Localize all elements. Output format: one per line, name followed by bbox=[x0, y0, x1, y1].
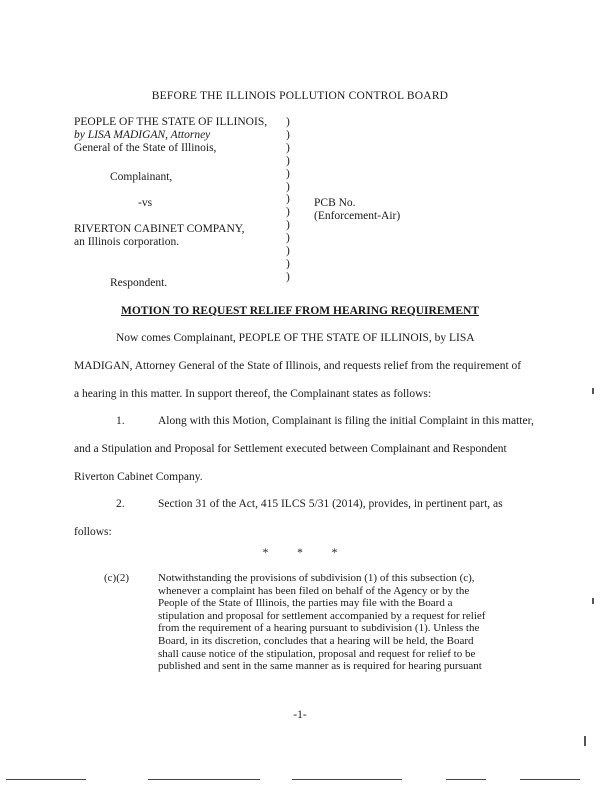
paragraph-2-line-2: follows: bbox=[74, 526, 112, 538]
quoted-statute bbox=[158, 572, 528, 673]
quote-line: published and sent in the same manner as is required for hearing pursuant bbox=[158, 660, 482, 673]
caption-paren: ) bbox=[286, 219, 290, 232]
ellipsis-stars: * * * bbox=[262, 547, 338, 559]
caption-paren: ) bbox=[286, 128, 290, 141]
quote-line: stipulation and proposal for settlement accompanied by a request for relief bbox=[158, 609, 486, 622]
scan-edge-mark bbox=[592, 388, 594, 394]
caption-paren: ) bbox=[286, 116, 290, 128]
footer-rule bbox=[292, 779, 402, 780]
caption-paren: ) bbox=[286, 206, 290, 219]
quote-section-label: (c)(2) bbox=[104, 572, 130, 584]
plaintiff-line-3: General of the State of Illinois, bbox=[74, 142, 217, 154]
caption-paren: ) bbox=[286, 245, 290, 258]
footer-rule bbox=[446, 779, 486, 780]
plaintiff-line-1: PEOPLE OF THE STATE OF ILLINOIS, bbox=[74, 116, 268, 128]
footer-rule bbox=[148, 779, 260, 780]
plaintiff-line-2: by LISA MADIGAN, Attorney bbox=[74, 129, 211, 141]
case-number: PCB No. bbox=[314, 197, 356, 209]
quote-line: shall cause notice of the stipulation, proposal and request for relief to be bbox=[158, 647, 476, 660]
paragraph-2-line-1: Section 31 of the Act, 415 ILCS 5/31 (2014), provides, in pertinent part, as bbox=[158, 498, 503, 510]
intro-line-1: Now comes Complainant, PEOPLE OF THE STATE OF ILLINOIS, by LISA bbox=[116, 332, 475, 344]
quote-line: Board, in its discretion, concludes that a hearing will be held, the Board bbox=[158, 634, 474, 647]
defendant-line-2: an Illinois corporation. bbox=[74, 236, 180, 248]
paragraph-1-line-1: Along with this Motion, Complainant is filing the initial Complaint in this matter, bbox=[158, 415, 534, 427]
caption-paren: ) bbox=[286, 180, 290, 193]
caption-paren: ) bbox=[286, 232, 290, 245]
caption-paren: ) bbox=[286, 193, 290, 206]
case-type: (Enforcement-Air) bbox=[314, 210, 401, 222]
respondent-label: Respondent. bbox=[110, 277, 168, 289]
paragraph-2-number: 2. bbox=[116, 498, 125, 510]
quote-line: Notwithstanding the provisions of subdivision (1) of this subsection (c), bbox=[158, 572, 475, 584]
complainant-label: Complainant, bbox=[110, 171, 173, 183]
caption-paren: ) bbox=[286, 270, 290, 283]
scan-edge-mark bbox=[592, 598, 594, 604]
board-title: BEFORE THE ILLINOIS POLLUTION CONTROL BOARD bbox=[151, 90, 449, 102]
paragraph-1-line-3: Riverton Cabinet Company. bbox=[74, 471, 203, 483]
page-number: -1- bbox=[293, 709, 307, 721]
caption-paren: ) bbox=[286, 154, 290, 167]
quote-line: whenever a complaint has been filed on behalf of the Agency or by the bbox=[158, 584, 470, 597]
versus-label: -vs bbox=[138, 197, 153, 209]
footer-rule bbox=[520, 779, 580, 780]
caption-paren: ) bbox=[286, 257, 290, 270]
quote-line: People of the State of Illinois, the parties may file with the Board a bbox=[158, 597, 453, 610]
caption-paren: ) bbox=[286, 167, 290, 180]
footer-rule bbox=[6, 779, 86, 780]
scan-edge-mark bbox=[584, 736, 586, 746]
intro-line-2: MADIGAN, Attorney General of the State of Illinois, and requests relief from the requirement of bbox=[74, 360, 522, 372]
quote-line: from the requirement of a hearing pursuant to subdivision (1). Unless the bbox=[158, 622, 480, 635]
defendant-line-1: RIVERTON CABINET COMPANY, bbox=[74, 223, 245, 235]
caption-parenthesis-column bbox=[286, 116, 296, 284]
paragraph-1-line-2: and a Stipulation and Proposal for Settlement executed between Complainant and Respondent bbox=[74, 443, 507, 455]
intro-line-3: a hearing in this matter. In support thereof, the Complainant states as follows: bbox=[74, 388, 432, 400]
motion-heading: MOTION TO REQUEST RELIEF FROM HEARING REQUIREMENT bbox=[120, 305, 480, 317]
caption-paren: ) bbox=[286, 141, 290, 154]
paragraph-1-number: 1. bbox=[116, 415, 125, 427]
